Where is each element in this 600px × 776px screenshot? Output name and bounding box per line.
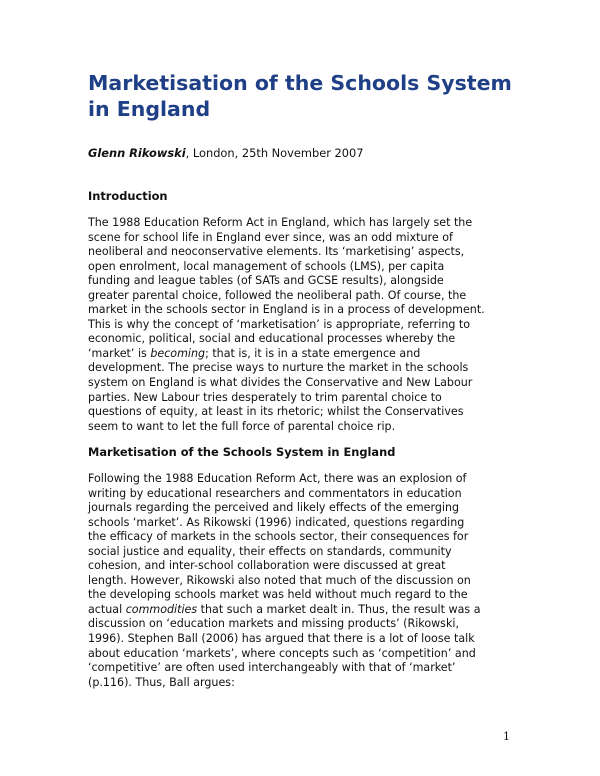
text-line: writing by educational researchers and commentators in education	[88, 486, 462, 500]
text-line: neoliberal and neoconservative elements. Its ‘marketising’ aspects,	[88, 245, 465, 259]
text-line: cohesion, and inter-school collaboration were discussed at great	[88, 559, 446, 573]
author-name: Glenn Rikowski	[88, 146, 186, 160]
introduction-paragraph	[88, 216, 528, 434]
text-line: schools ‘market’. As Rikowski (1996) indicated, questions regarding	[88, 515, 465, 529]
text-line: the efficacy of markets in the schools sector, their consequences for	[88, 530, 469, 544]
text-line: (p.116). Thus, Ball argues:	[88, 675, 235, 689]
byline-place-date: , London, 25th November 2007	[185, 146, 364, 160]
text-line: scene for school life in England ever since, was an odd mixture of	[88, 230, 453, 244]
text-line: length. However, Rikowski also noted that much of the discussion on	[88, 573, 471, 587]
title-line-1: Marketisation of the Schools System	[88, 71, 512, 95]
text-line: social justice and equality, their effects on standards, community	[88, 544, 452, 558]
italic-term: commodities	[125, 602, 198, 616]
text-line: system on England is what divides the Conservative and New Labour	[88, 376, 473, 390]
italic-term: becoming	[150, 346, 206, 360]
text-line: funding and league tables (of SATs and GCSE results), alongside	[88, 274, 444, 288]
section-heading-introduction: Introduction	[88, 189, 168, 203]
text-segment: that such a market dealt in. Thus, the result was a	[197, 602, 481, 616]
document-title	[88, 70, 528, 122]
text-line: Following the 1988 Education Reform Act, there was an explosion of	[88, 472, 467, 485]
section-heading-marketisation: Marketisation of the Schools System in England	[88, 445, 396, 459]
text-line: development. The precise ways to nurture the market in the schools	[88, 361, 469, 375]
text-line	[88, 603, 528, 618]
text-line: The 1988 Education Reform Act in England, which has largely set the	[88, 216, 473, 229]
text-line: questions of equity, at least in its rhetoric; whilst the Conservatives	[88, 405, 464, 419]
text-line	[88, 347, 528, 362]
text-line: discussion on ‘education markets and missing products’ (Rikowski,	[88, 617, 459, 631]
marketisation-paragraph	[88, 472, 528, 690]
text-line: seem to want to let the full force of parental choice rip.	[88, 419, 396, 433]
text-line: This is why the concept of ‘marketisation’ is appropriate, referring to	[88, 317, 471, 331]
text-line: 1996). Stephen Ball (2006) has argued that there is a lot of loose talk	[88, 632, 475, 646]
text-line: parties. New Labour tries desperately to trim parental choice to	[88, 390, 442, 404]
text-line: open enrolment, local management of schools (LMS), per capita	[88, 259, 445, 273]
text-line: the developing schools market was held without much regard to the	[88, 588, 468, 602]
text-line: ‘competitive’ are often used interchangeably with that of ‘market’	[88, 661, 456, 675]
text-line: economic, political, social and educational processes whereby the	[88, 332, 456, 346]
text-segment: actual	[88, 602, 126, 616]
text-line: about education ‘markets’, where concepts such as ‘competition’ and	[88, 646, 476, 660]
text-segment: ‘market’ is	[88, 346, 151, 360]
text-line: journals regarding the perceived and likely effects of the emerging	[88, 501, 460, 515]
title-line-2: in England	[88, 97, 211, 121]
page-number: 1	[503, 730, 510, 743]
byline	[88, 146, 364, 161]
text-line: greater parental choice, followed the neoliberal path. Of course, the	[88, 288, 467, 302]
text-segment: ; that is, it is in a state emergence and	[205, 346, 421, 360]
text-line: market in the schools sector in England is in a process of development.	[88, 303, 485, 317]
